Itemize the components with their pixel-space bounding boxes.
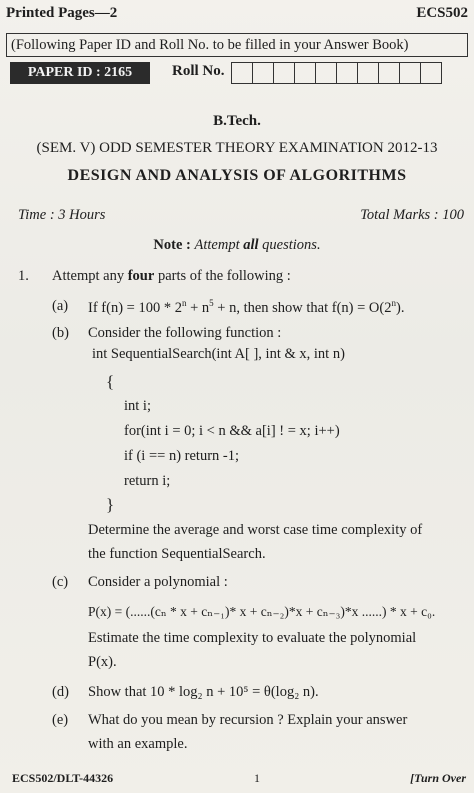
time-allowed: Time : 3 Hours bbox=[18, 207, 106, 223]
q1-number: 1. bbox=[18, 268, 29, 284]
code-line: { bbox=[106, 372, 115, 391]
part-b-intro: Consider the following function : bbox=[88, 325, 282, 341]
part-e-line-1: What do you mean by recursion ? Explain your answer bbox=[88, 712, 408, 728]
code-line: int SequentialSearch(int A[ ], int & x, int n) bbox=[92, 346, 345, 362]
note: Note : Attempt all questions. bbox=[153, 237, 321, 253]
footer-code: ECS502/DLT-44326 bbox=[12, 771, 114, 785]
page-number: 1 bbox=[254, 771, 260, 785]
note-label: Note : bbox=[153, 237, 191, 253]
code-line: if (i == n) return -1; bbox=[124, 448, 240, 464]
roll-number-grid bbox=[232, 62, 442, 84]
part-c-intro: Consider a polynomial : bbox=[88, 574, 228, 590]
exam-title: (SEM. V) ODD SEMESTER THEORY EXAMINATION 2012-13 bbox=[36, 140, 438, 156]
code-line: } bbox=[106, 495, 115, 514]
roll-no-label: Roll No. bbox=[172, 63, 225, 79]
course-code: ECS502 bbox=[416, 5, 468, 21]
part-d-text: Show that 10 * log₂ n + 10⁵ = θ(log₂ n). bbox=[88, 684, 319, 700]
paper-id-badge: PAPER ID : 2165 bbox=[10, 62, 150, 84]
q1-instruction: Attempt any four parts of the following : bbox=[52, 268, 291, 284]
printed-pages: Printed Pages—2 bbox=[6, 5, 118, 21]
part-c-label: (c) bbox=[52, 574, 69, 590]
part-e-line-2: with an example. bbox=[88, 736, 188, 752]
part-b-question-2: the function SequentialSearch. bbox=[88, 546, 266, 562]
part-c-question-1: Estimate the time complexity to evaluate the polynomial bbox=[88, 630, 417, 646]
degree-title: B.Tech. bbox=[213, 113, 261, 129]
code-line: return i; bbox=[124, 473, 171, 489]
part-c-question-2: P(x). bbox=[88, 654, 117, 670]
part-a-label: (a) bbox=[52, 298, 69, 314]
part-d-label: (d) bbox=[52, 684, 69, 700]
subject-title: DESIGN AND ANALYSIS OF ALGORITHMS bbox=[67, 167, 407, 184]
code-line: for(int i = 0; i < n && a[i] ! = x; i++) bbox=[124, 423, 340, 439]
total-marks: Total Marks : 100 bbox=[360, 207, 464, 223]
part-a-text: If $f(n) = 100 * 2^n + n^5 + n$, then show that $f(n) = O(2^n)$. bbox=[88, 298, 405, 316]
id-notice: (Following Paper ID and Roll No. to be filled in your Answer Book) bbox=[6, 33, 468, 57]
code-line: int i; bbox=[124, 398, 151, 414]
polynomial-expression: P(x) = (......(cₙ * x + cₙ₋₁)* x + cₙ₋₂)*x + cₙ₋₃)*x ......) * x + c₀. bbox=[88, 604, 436, 619]
part-b-question-1: Determine the average and worst case time complexity of bbox=[88, 522, 423, 538]
part-b-label: (b) bbox=[52, 325, 69, 341]
part-e-label: (e) bbox=[52, 712, 69, 728]
turn-over: [Turn Over bbox=[410, 771, 466, 785]
